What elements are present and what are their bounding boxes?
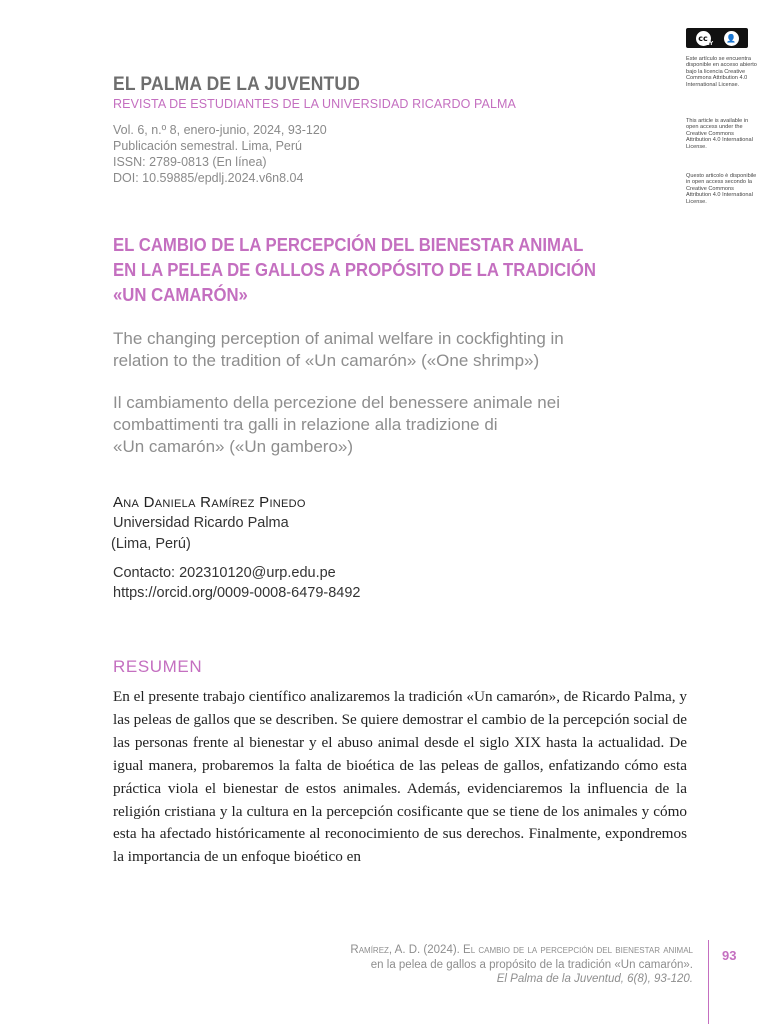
citation-line: El Palma de la Juventud, 6(8), 93-120. bbox=[496, 973, 693, 985]
author-orcid-link[interactable]: https://orcid.org/0009-0008-6479-8492 bbox=[113, 585, 361, 601]
citation-line: en la pelea de gallos a propósito de la tradición «Un camarón». bbox=[370, 958, 693, 971]
abstract-heading: RESUMEN bbox=[113, 657, 203, 676]
citation bbox=[233, 943, 693, 987]
title-it-line: Il cambiamento della percezione del benessere animale nei bbox=[113, 393, 560, 412]
article-title-it bbox=[113, 392, 653, 458]
cc-icon: cc bbox=[696, 31, 711, 46]
by-label: BY bbox=[706, 41, 714, 47]
footer-divider bbox=[708, 940, 709, 1024]
title-es-line: EL CAMBIO DE LA PERCEPCIÓN DEL BIENESTAR ANIMAL bbox=[113, 235, 584, 255]
author-name: Ana Daniela Ramírez Pinedo bbox=[113, 494, 306, 511]
license-text-it: Questo articolo è disponibile in open access secondo la Creative Commons Attribution 4.0 International License. bbox=[686, 173, 757, 205]
title-es-line: EN LA PELEA DE GALLOS A PROPÓSITO DE LA TRADICIÓN bbox=[113, 260, 597, 280]
journal-volume: Vol. 6, n.º 8, enero-junio, 2024, 93-120 bbox=[113, 123, 327, 137]
article-title-en bbox=[113, 328, 653, 372]
license-text-es: Este artículo se encuentra disponible en acceso abierto bajo la licencia Creative Commons Attribution 4.0 International License. bbox=[686, 56, 757, 88]
journal-issn: ISSN: 2789-0813 (En línea) bbox=[113, 155, 267, 169]
title-it-line: «Un camarón» («Un gambero») bbox=[113, 437, 354, 456]
citation-line: Ramírez, A. D. (2024). El cambio de la percepción del bienestar animal bbox=[350, 944, 693, 956]
title-en-line: relation to the tradition of «Un camarón» («One shrimp») bbox=[113, 351, 540, 370]
journal-doi[interactable]: DOI: 10.59885/epdlj.2024.v6n8.04 bbox=[113, 171, 304, 185]
person-icon: 👤 bbox=[724, 31, 739, 46]
author-affiliation: Universidad Ricardo Palma bbox=[113, 515, 289, 531]
author-contact[interactable]: Contacto: 202310120@urp.edu.pe bbox=[113, 565, 336, 581]
journal-subtitle: REVISTA DE ESTUDIANTES DE LA UNIVERSIDAD RICARDO PALMA bbox=[113, 97, 516, 111]
title-it-line: combattimenti tra galli in relazione alla tradizione di bbox=[113, 415, 498, 434]
article-title-es bbox=[113, 233, 597, 308]
title-es-line: «UN CAMARÓN» bbox=[113, 285, 248, 305]
license-text-en: This article is available in open access under the Creative Commons Attribution 4.0 International License. bbox=[686, 118, 753, 150]
author-location: (Lima, Perú) bbox=[111, 536, 191, 552]
abstract-text: En el presente trabajo científico analizaremos la tradición «Un camarón», de Ricardo Palma, y las peleas de gallos que se describen. Se quiere demostrar el cambio de la percepción social de las personas frente al bienestar y el abuso animal desde el siglo XIX hasta la actualidad. De igual manera, probaremos la falta de bioética de las peleas de gallos, enfatizando cómo esta práctica viola el bienestar de estos animales. Además, evidenciaremos la influencia de la religión cristiana y la cultura en la percepción cosificante que se tiene de los animales y cómo esta ha afectado históricamente al reconocimiento de sus derechos. Finalmente, expondremos la importancia de un enfoque bioético en bbox=[113, 688, 687, 866]
journal-title: EL PALMA DE LA JUVENTUD bbox=[113, 74, 361, 95]
page-number: 93 bbox=[722, 948, 737, 963]
title-en-line: The changing perception of animal welfare in cockfighting in bbox=[113, 329, 564, 348]
cc-license-badge bbox=[686, 28, 748, 48]
journal-publication: Publicación semestral. Lima, Perú bbox=[113, 139, 302, 153]
